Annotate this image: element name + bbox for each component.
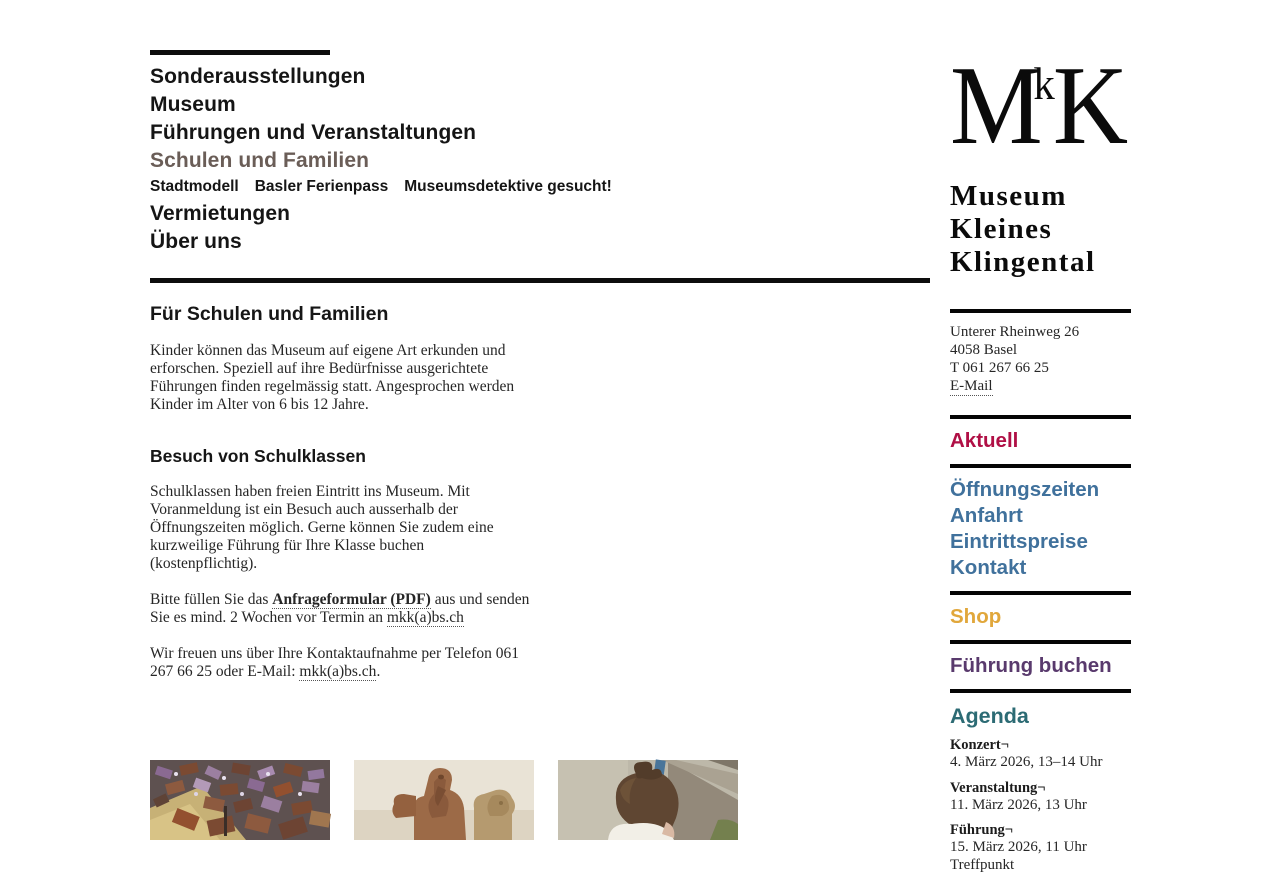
anfahrt-link[interactable]: Anfahrt bbox=[950, 503, 1131, 529]
nav-item-ueber-uns[interactable]: Über uns bbox=[150, 228, 930, 256]
form-text-mid: aus und senden Sie es mind. 2 Wochen vor Termin an bbox=[150, 591, 529, 626]
address-street: Unterer Rheinweg 26 bbox=[950, 323, 1131, 341]
kind-photo bbox=[558, 760, 738, 840]
info-links bbox=[950, 477, 1131, 581]
nav-top-rule bbox=[150, 50, 330, 55]
contact-block bbox=[950, 323, 1131, 396]
sidebar-rule bbox=[950, 464, 1131, 468]
main-column bbox=[150, 50, 930, 681]
logo-wordmark bbox=[950, 180, 1131, 279]
image-stadtmodell[interactable] bbox=[150, 760, 330, 840]
stadtmodell-photo bbox=[150, 760, 330, 840]
form-paragraph bbox=[150, 591, 532, 627]
logo-word-museum: Museum bbox=[950, 180, 1131, 213]
image-skulpturen[interactable] bbox=[354, 760, 534, 840]
fuehrung-buchen-link[interactable]: Führung buchen bbox=[950, 653, 1131, 679]
agenda-event-location: Treffpunkt bbox=[950, 857, 1131, 874]
aktuell-link[interactable]: Aktuell bbox=[950, 428, 1131, 454]
logo-letter-k-small: k bbox=[1033, 58, 1054, 109]
phone-number: T 061 267 66 25 bbox=[950, 359, 1131, 377]
subnav-item-stadtmodell[interactable]: Stadtmodell bbox=[150, 176, 239, 198]
agenda-event-date: 4. März 2026, 13–14 Uhr bbox=[950, 754, 1131, 772]
image-gallery bbox=[150, 760, 738, 840]
subnav-item-basler-ferienpass[interactable]: Basler Ferienpass bbox=[255, 176, 389, 198]
contact-text-post: . bbox=[376, 663, 380, 680]
oeffnungszeiten-link[interactable]: Öffnungszeiten bbox=[950, 477, 1131, 503]
agenda-heading[interactable]: Agenda bbox=[950, 703, 1131, 729]
agenda-event-date: 11. März 2026, 13 Uhr bbox=[950, 797, 1131, 815]
skulpturen-photo bbox=[354, 760, 534, 840]
logo-letter-k: K bbox=[1053, 44, 1123, 168]
sub-navigation bbox=[150, 176, 930, 198]
school-paragraph: Schulklassen haben freien Eintritt ins Museum. Mit Voranmeldung ist ein Besuch auch ausserhalb der Öffnungszeiten möglich. Gerne können Sie zudem eine kurzweilige Führung für Ihre Klasse buchen (kostenpflichtig). bbox=[150, 483, 532, 573]
agenda-item-konzert bbox=[950, 737, 1131, 772]
eintrittspreise-link[interactable]: Eintrittspreise bbox=[950, 529, 1131, 555]
museum-logo[interactable] bbox=[950, 58, 1131, 279]
sidebar-rule bbox=[950, 591, 1131, 595]
address-city: 4058 Basel bbox=[950, 341, 1131, 359]
subnav-item-museumsdetektive[interactable]: Museumsdetektive gesucht! bbox=[404, 176, 612, 198]
contact-email-link[interactable]: mkk(a)bs.ch bbox=[299, 663, 376, 681]
agenda-event-title[interactable]: Führung¬ bbox=[950, 822, 1131, 839]
sidebar-rule bbox=[950, 309, 1131, 313]
agenda-event-date: 15. März 2026, 11 Uhr bbox=[950, 839, 1131, 857]
logo-mkk-initials bbox=[950, 58, 1118, 176]
sidebar bbox=[950, 58, 1131, 874]
anfrageformular-pdf-link[interactable]: Anfrageformular (PDF) bbox=[272, 591, 431, 609]
sidebar-rule bbox=[950, 640, 1131, 644]
nav-item-fuehrungen-und-veranstaltungen[interactable]: Führungen und Veranstaltungen bbox=[150, 119, 930, 147]
intro-paragraph: Kinder können das Museum auf eigene Art erkunden und erforschen. Speziell auf ihre Bedürfnisse ausgerichtete Führungen finden regelmässig statt. Angesprochen werden Kinder im Alter von 6 bis 12 Jahre. bbox=[150, 342, 532, 414]
kontakt-link[interactable]: Kontakt bbox=[950, 555, 1131, 581]
agenda-item-fuehrung bbox=[950, 822, 1131, 874]
agenda-event-title[interactable]: Konzert¬ bbox=[950, 737, 1131, 754]
content-top-rule bbox=[150, 278, 930, 283]
form-text-pre: Bitte füllen Sie das bbox=[150, 591, 272, 608]
nav-item-vermietungen[interactable]: Vermietungen bbox=[150, 200, 930, 228]
email-link[interactable]: E-Mail bbox=[950, 377, 993, 396]
form-email-link[interactable]: mkk(a)bs.ch bbox=[387, 609, 464, 627]
shop-link[interactable]: Shop bbox=[950, 604, 1131, 630]
contact-text-pre: Wir freuen uns über Ihre Kontaktaufnahme per Telefon 061 267 66 25 oder E-Mail: bbox=[150, 645, 519, 680]
agenda-item-veranstaltung bbox=[950, 780, 1131, 815]
sidebar-rule bbox=[950, 415, 1131, 419]
sidebar-rule bbox=[950, 689, 1131, 693]
nav-item-schulen-und-familien[interactable]: Schulen und Familien bbox=[150, 147, 930, 175]
main-navigation bbox=[150, 63, 930, 256]
logo-word-klingental: Klingental bbox=[950, 246, 1131, 279]
page-title: Für Schulen und Familien bbox=[150, 303, 930, 326]
subheading-besuch-von-schulklassen: Besuch von Schulklassen bbox=[150, 446, 930, 467]
logo-letter-m: M bbox=[950, 44, 1037, 168]
agenda-event-title[interactable]: Veranstaltung¬ bbox=[950, 780, 1131, 797]
logo-word-kleines: Kleines bbox=[950, 213, 1131, 246]
contact-paragraph bbox=[150, 645, 532, 681]
nav-item-museum[interactable]: Museum bbox=[150, 91, 930, 119]
nav-item-sonderausstellungen[interactable]: Sonderausstellungen bbox=[150, 63, 930, 91]
image-kind-am-gelaender[interactable] bbox=[558, 760, 738, 840]
